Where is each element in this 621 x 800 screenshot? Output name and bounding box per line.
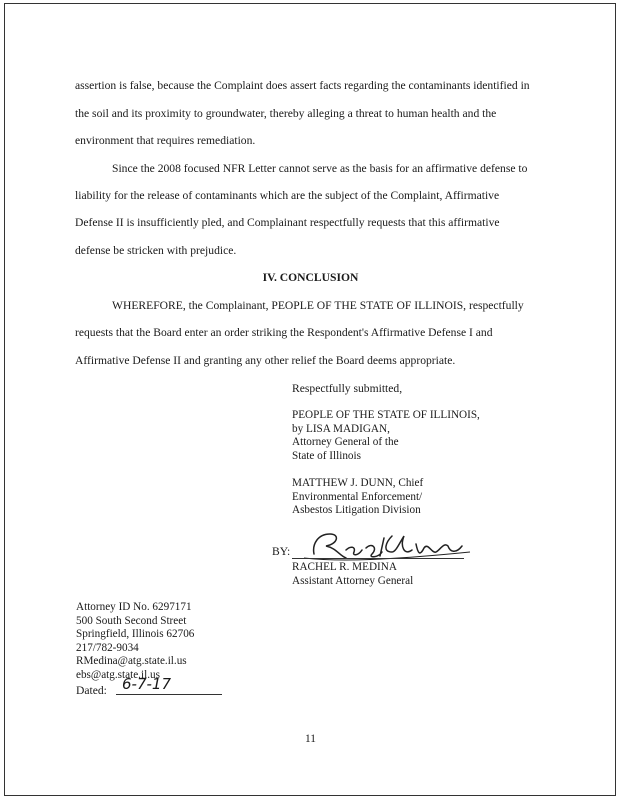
division-line: MATTHEW J. DUNN, Chief (292, 477, 424, 489)
contact-line: RMedina@atg.state.il.us (76, 655, 187, 668)
conclusion-line: WHEREFORE, the Complainant, PEOPLE OF THE STATE OF ILLINOIS, respectfully (112, 299, 524, 312)
signature-line (292, 558, 464, 559)
signer-block (292, 561, 413, 588)
signer-name: RACHEL R. MEDINA (292, 561, 397, 573)
party-line: Attorney General of the (292, 436, 399, 449)
contact-block (76, 601, 194, 683)
by-label: BY: (272, 545, 291, 558)
contact-line: ebs@atg.state.il.us (76, 668, 160, 681)
dated-value: 6-7-17 (122, 675, 171, 693)
party-line: State of Illinois (292, 449, 361, 462)
dated-label: Dated: (76, 684, 107, 697)
body-line: the soil and its proximity to groundwater, thereby alleging a threat to human health and the (75, 107, 497, 120)
party-line: PEOPLE OF THE STATE OF ILLINOIS, (292, 409, 480, 421)
contact-line: Attorney ID No. 6297171 (76, 601, 192, 613)
body-line: liability for the release of contaminants which are the subject of the Complaint, Affirmative (75, 189, 500, 202)
body-line: defense be stricken with prejudice. (75, 244, 237, 257)
dated-line (116, 694, 222, 695)
division-block (292, 477, 423, 518)
body-line: Defense II is insufficiently pled, and Complainant respectfully requests that this affirmative (75, 216, 500, 229)
section-heading: IV. CONCLUSION (262, 271, 359, 284)
body-line: environment that requires remediation. (75, 134, 256, 147)
closing-text: Respectfully submitted, (292, 382, 403, 395)
conclusion-line: requests that the Board enter an order striking the Respondent's Affirmative Defense I and (75, 326, 493, 339)
party-line: by LISA MADIGAN, (292, 422, 390, 435)
signer-title: Assistant Attorney General (292, 574, 414, 587)
contact-line: Springfield, Illinois 62706 (76, 628, 195, 641)
conclusion-line: Affirmative Defense II and granting any other relief the Board deems appropriate. (75, 354, 456, 367)
page-number: 11 (305, 733, 316, 745)
division-line: Environmental Enforcement/ (292, 490, 423, 503)
contact-line: 217/782-9034 (76, 641, 139, 654)
party-block (292, 409, 480, 463)
contact-line: 500 South Second Street (76, 614, 187, 627)
body-line: Since the 2008 focused NFR Letter cannot serve as the basis for an affirmative defense to (112, 162, 528, 175)
body-line: assertion is false, because the Complaint does assert facts regarding the contaminants identified in (75, 79, 530, 92)
division-line: Asbestos Litigation Division (292, 504, 421, 517)
